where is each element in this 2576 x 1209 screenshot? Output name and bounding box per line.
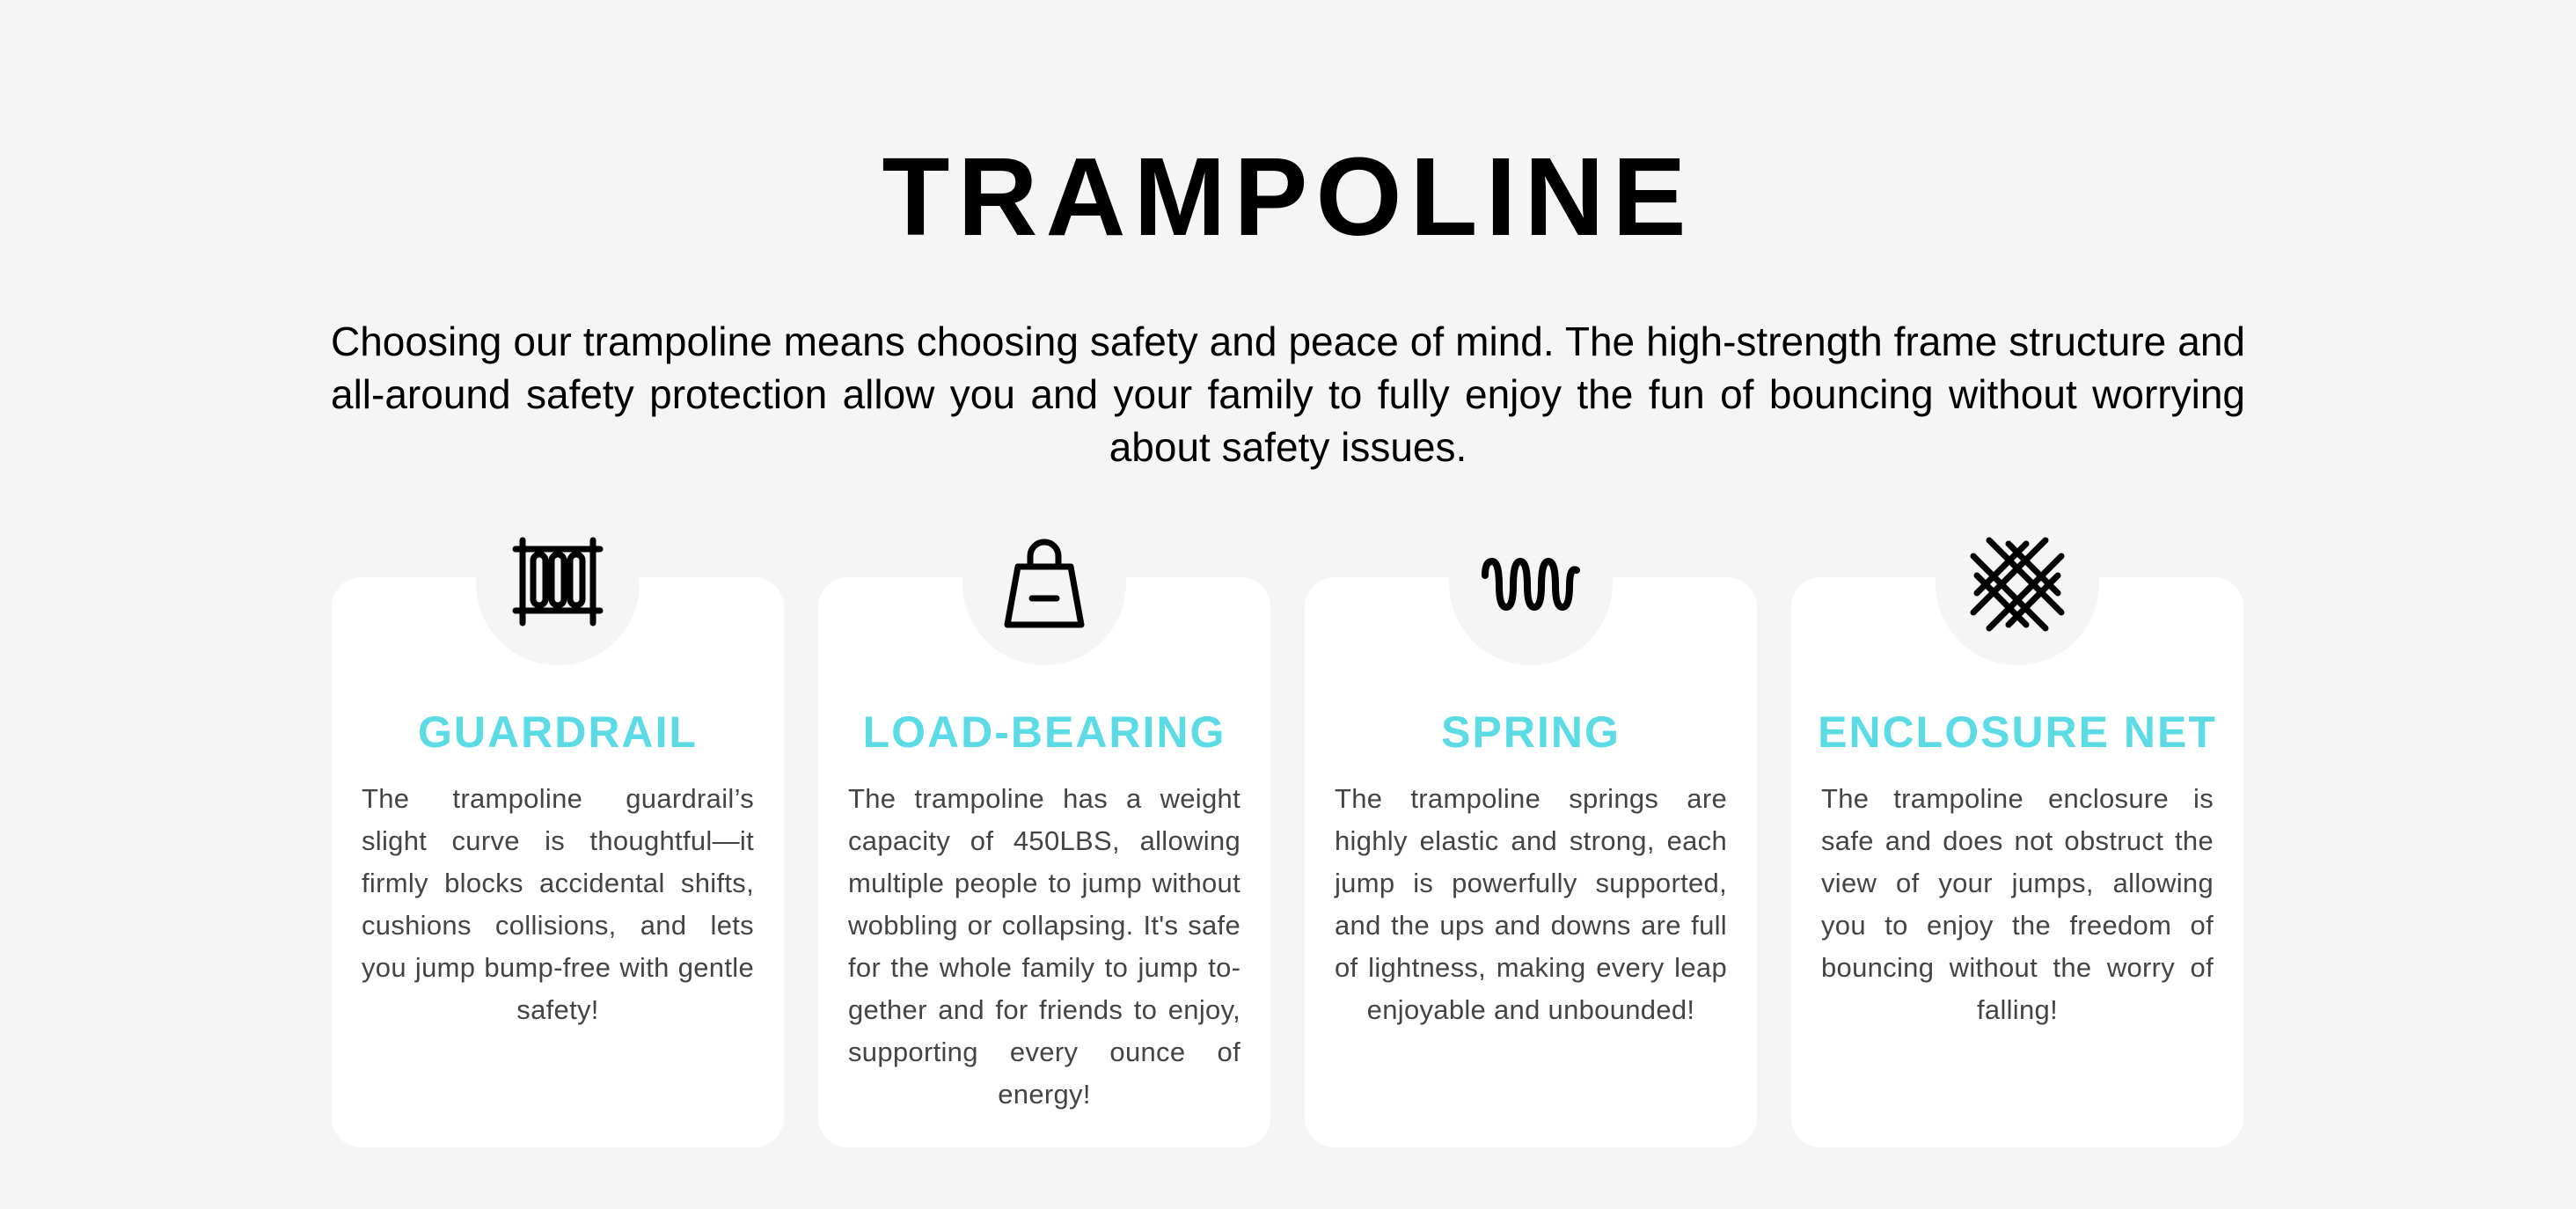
card-description: The trampoline guardrail’s slight curve is thoughtful—it firmly blocks accidental shifts, cushions collisions, and lets you jump bump-free with gentle safety! bbox=[362, 783, 754, 1025]
feature-card-guardrail bbox=[332, 577, 784, 1147]
net-icon bbox=[1965, 531, 2070, 637]
feature-card-load-bearing bbox=[818, 577, 1270, 1147]
card-title: GUARDRAIL bbox=[418, 707, 698, 757]
card-description: The trampoline has a weight capacity of 450LBS, allowing multiple people to jump without wobbling or collapsing. It's safe for the whole family to jump together and for friends to enjoy, supporting every ounce of energy! bbox=[848, 783, 1240, 1110]
feature-card-enclosure-net bbox=[1791, 577, 2243, 1147]
weight-icon bbox=[992, 531, 1097, 637]
intro-paragraph: Choosing our trampoline means choosing safety and peace of mind. The high-strength frame structure and all-around safety protection allow you and your family to fully enjoy the fun of bouncing without worrying about safety issues. bbox=[331, 319, 2245, 470]
card-title: ENCLOSURE NET bbox=[1818, 707, 2217, 757]
guardrail-icon bbox=[505, 531, 611, 637]
card-title: LOAD-BEARING bbox=[862, 707, 1226, 757]
spring-icon bbox=[1478, 531, 1584, 637]
feature-card-spring bbox=[1305, 577, 1757, 1147]
card-description: The trampoline springs are highly elastic and strong, each jump is powerfully supported, and the ups and downs are full of lightness, making every leap enjoyable and unbounded! bbox=[1335, 783, 1727, 1025]
card-title: SPRING bbox=[1441, 707, 1621, 757]
page-title: TRAMPOLINE bbox=[882, 135, 1694, 259]
card-description: The trampoline enclosure is safe and does not obstruct the view of your jumps, allowing you to enjoy the freedom of bouncing without the worry of falling! bbox=[1821, 783, 2214, 1025]
